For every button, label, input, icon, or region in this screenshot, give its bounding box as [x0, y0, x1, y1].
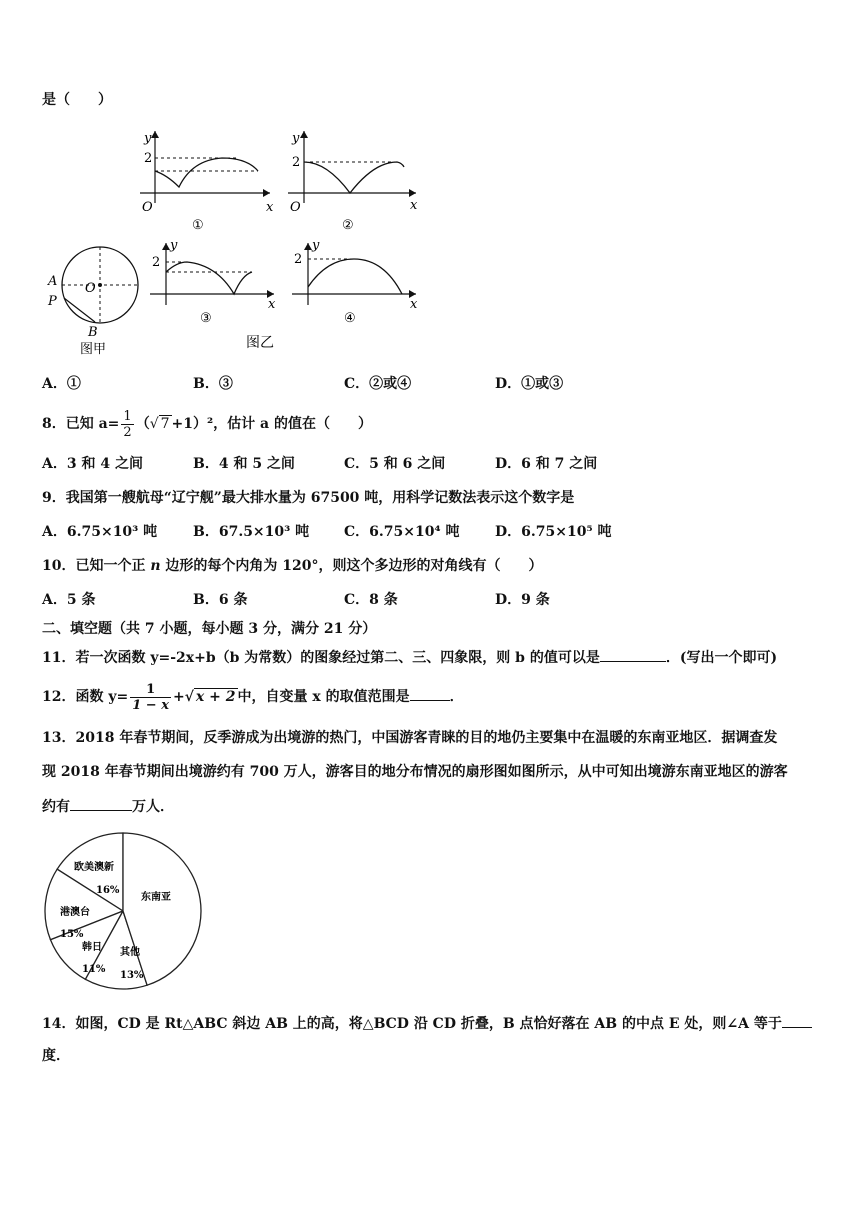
- pie-label-s2-name: 港澳台: [60, 907, 90, 918]
- pie-label-s1-pct: 16%: [96, 885, 120, 896]
- svg-text:2: 2: [294, 252, 303, 267]
- pie-chart: [38, 826, 208, 996]
- q7-option-b: B．③: [193, 376, 233, 392]
- pie-label-s5-name: 东南亚: [141, 892, 171, 903]
- svg-text:x: x: [268, 297, 276, 312]
- q14-blank[interactable]: [782, 1013, 812, 1028]
- q7-figures: [42, 125, 422, 360]
- q8-option-c: C．5 和 6 之间: [344, 456, 446, 472]
- q9-option-c: C．6.75×10⁴ 吨: [344, 524, 460, 540]
- q14-line-2: 度．: [42, 1048, 70, 1064]
- q7-tail: 是（ ）: [42, 92, 112, 108]
- graph-2: [288, 131, 418, 233]
- pie-label-s3-pct: 11%: [82, 964, 106, 975]
- q8-fraction: $\frac{1}{2}$: [123, 408, 132, 440]
- svg-text:O: O: [142, 200, 153, 215]
- q8-stem: 8．已知 a= $\frac{1}{2}$ （√ 7 +1）²，估计 a 的值在（ ）: [42, 408, 372, 440]
- graph-4: [292, 238, 418, 326]
- svg-text:2: 2: [292, 155, 301, 170]
- q13-line-2: 现 2018 年春节期间出境游约有 700 万人，游客目的地分布情况的扇形图如图所示，从中可知出境游东南亚地区的游客: [42, 764, 788, 780]
- q9-stem: 9．我国第一艘航母“辽宁舰”最大排水量为 67500 吨，用科学记数法表示这个数字是: [42, 490, 575, 506]
- svg-text:A: A: [48, 274, 58, 289]
- svg-text:2: 2: [144, 151, 153, 166]
- svg-text:③: ③: [200, 311, 212, 326]
- q8-option-d: D．6 和 7 之间: [495, 456, 598, 472]
- q8-option-a: A．3 和 4 之间: [42, 456, 143, 472]
- graph-3: [150, 238, 276, 326]
- q10-option-c: C．8 条: [344, 592, 398, 608]
- q9-option-d: D．6.75×10⁵ 吨: [495, 524, 612, 540]
- svg-text:④: ④: [344, 311, 356, 326]
- svg-text:x: x: [410, 198, 418, 213]
- q13-blank[interactable]: [70, 796, 132, 811]
- q7-option-a: A．①: [42, 376, 81, 392]
- svg-text:①: ①: [192, 218, 204, 233]
- q10-option-b: B．6 条: [193, 592, 248, 608]
- svg-text:②: ②: [342, 218, 354, 233]
- q9-option-a: A．6.75×10³ 吨: [42, 524, 158, 540]
- q12-stem: 12．函数 y= $\frac{1}{1 - x}$ +√ x + 2 中，自变量 x 的取值范围是 ．: [42, 681, 464, 713]
- svg-text:P: P: [48, 294, 57, 309]
- graph-1: [140, 131, 274, 233]
- svg-text:图甲: 图甲: [80, 342, 107, 357]
- svg-text:B: B: [88, 325, 98, 340]
- fig-yi-label: 图乙: [246, 335, 274, 351]
- svg-text:x: x: [266, 200, 274, 215]
- q9-option-b: B．67.5×10³ 吨: [193, 524, 310, 540]
- svg-text:y: y: [312, 238, 320, 253]
- pie-label-s2-pct: 15%: [60, 929, 84, 940]
- q8-option-b: B．4 和 5 之间: [193, 456, 295, 472]
- q12-blank[interactable]: [410, 686, 450, 701]
- q10-stem: 10．已知一个正 n 边形的每个内角为 120°，则这个多边形的对角线有（ ）: [42, 558, 543, 574]
- svg-text:2: 2: [152, 255, 161, 270]
- svg-text:y: y: [170, 238, 178, 253]
- q14-stem: 14．如图，CD 是 Rt△ABC 斜边 AB 上的高，将△BCD 沿 CD 折叠，B 点恰好落在 AB 的中点 E 处，则∠A 等于: [42, 1013, 812, 1034]
- pie-label-s1-name: 欧美澳新: [74, 862, 114, 873]
- q12-fraction: $\frac{1}{1 - x}$: [132, 681, 169, 713]
- svg-text:x: x: [410, 297, 418, 312]
- svg-text:O: O: [290, 200, 301, 215]
- q7-option-c: C．②或④: [344, 376, 412, 392]
- q11-stem: 11．若一次函数 y=-2x+b（b 为常数）的图象经过第二、三、四象限，则 b 的值可以是 ．(写出一个即可): [42, 647, 777, 668]
- q7-option-d: D．①或③: [495, 376, 564, 392]
- q11-blank[interactable]: [600, 647, 666, 662]
- q10-option-a: A．5 条: [42, 592, 96, 608]
- section-heading: 二、填空题（共 7 小题，每小题 3 分，满分 21 分）: [42, 621, 377, 637]
- pie-label-s4-name: 其他: [120, 947, 140, 958]
- svg-text:y: y: [292, 131, 300, 146]
- q13-line-3: 约有 万人．: [42, 796, 174, 817]
- svg-text:O: O: [85, 281, 96, 296]
- q10-option-d: D．9 条: [495, 592, 550, 608]
- circle-figure: [47, 247, 138, 357]
- svg-text:y: y: [144, 131, 152, 146]
- q13-line-1: 13．2018 年春节期间，反季游成为出境游的热门，中国游客青睐的目的地仍主要集中在温暖的东南亚地区．据调查发: [42, 730, 778, 746]
- pie-label-s3-name: 韩日: [82, 942, 102, 953]
- pie-label-s4-pct: 13%: [120, 970, 144, 981]
